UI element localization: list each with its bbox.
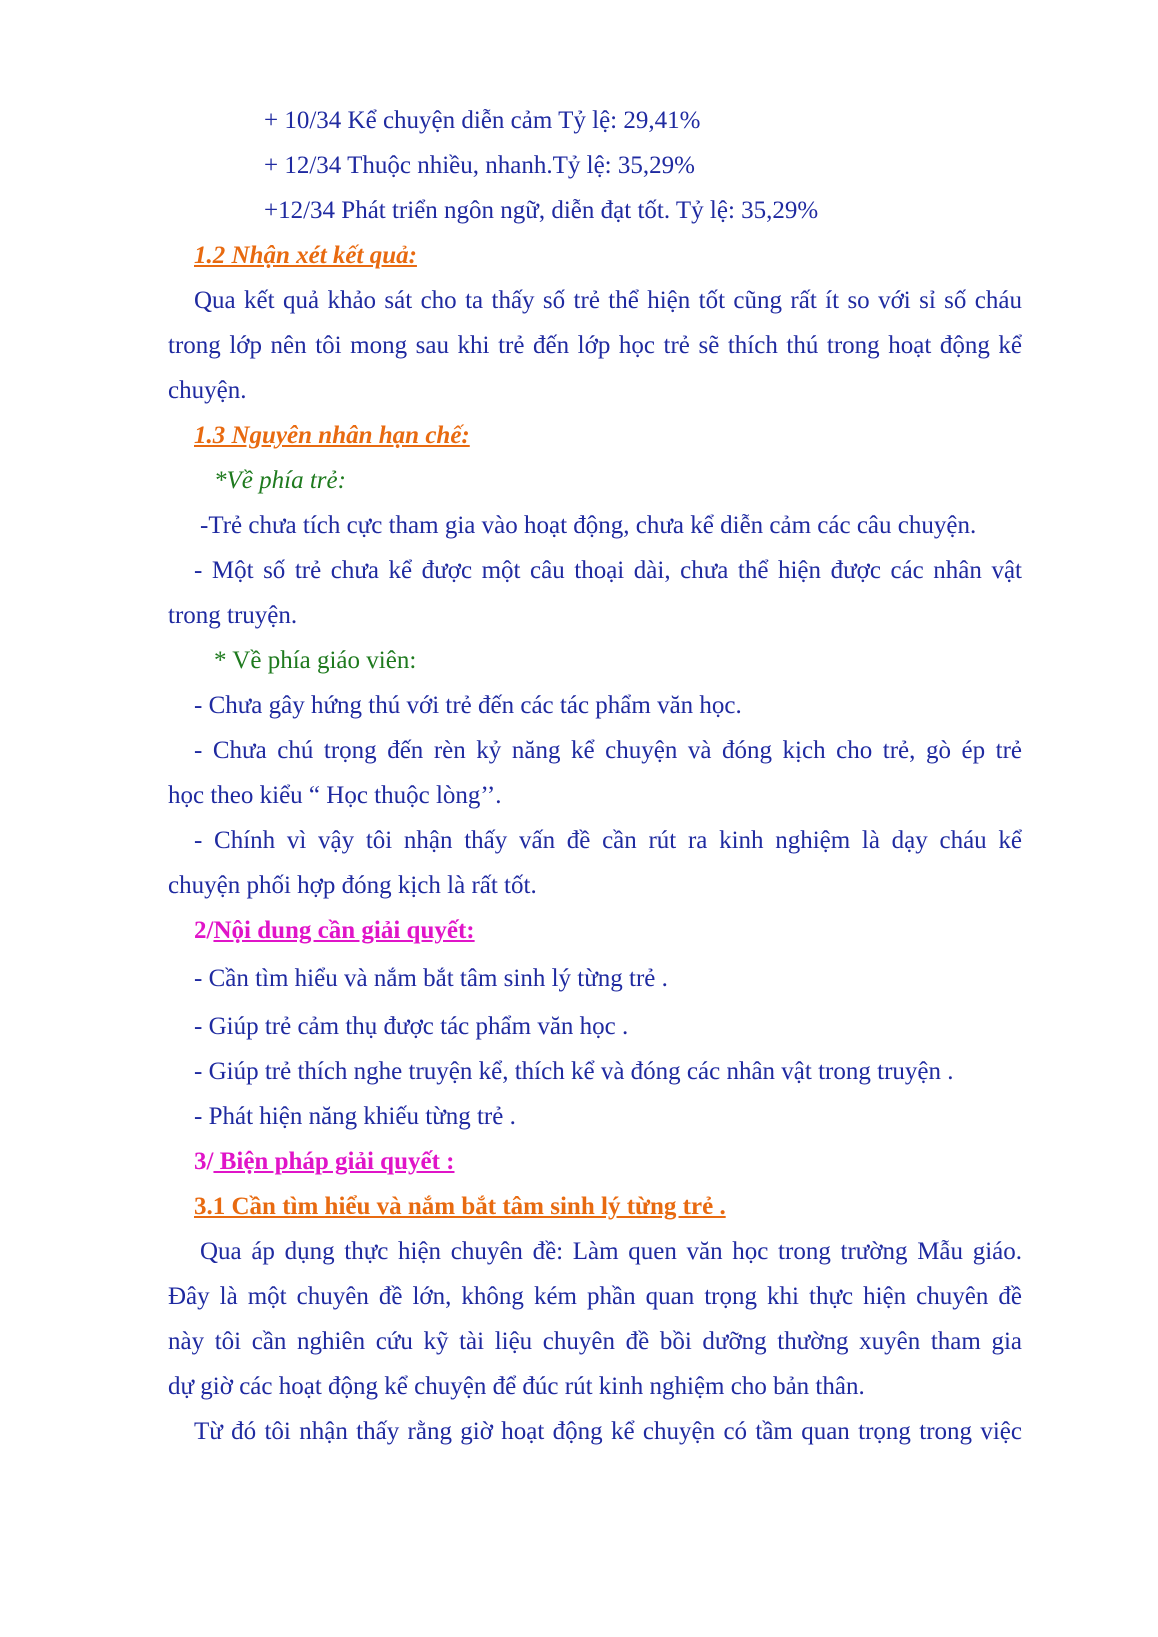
- paragraph-line: Từ đó tôi nhận thấy rằng giờ hoạt động kể chuyện có tầm quan trọng trong việc: [194, 1418, 1022, 1445]
- paragraph-line: Qua kết quả khảo sát cho ta thấy số trẻ thể hiện tốt cũng rất ít so với sỉ số cháu: [194, 287, 1022, 314]
- child-side-label: *Về phía trẻ:: [214, 467, 346, 494]
- paragraph-line: -Trẻ chưa tích cực tham gia vào hoạt động, chưa kể diễn cảm các câu chuyện.: [200, 512, 977, 539]
- paragraph-line: - Một số trẻ chưa kể được một câu thoại dài, chưa thể hiện được các nhân vật: [194, 557, 1022, 584]
- teacher-side-label: * Về phía giáo viên:: [214, 647, 417, 674]
- stat-line: + 10/34 Kể chuyện diễn cảm Tỷ lệ: 29,41%: [264, 107, 701, 134]
- section-number: 3/: [194, 1148, 214, 1175]
- list-item: - Giúp trẻ cảm thụ được tác phẩm văn học .: [194, 1013, 629, 1040]
- paragraph-line: trong lớp nên tôi mong sau khi trẻ đến lớp học trẻ sẽ thích thú trong hoạt động kể: [168, 332, 1022, 359]
- list-item: - Cần tìm hiểu và nắm bắt tâm sinh lý từng trẻ .: [194, 965, 668, 992]
- list-item: - Phát hiện năng khiếu từng trẻ .: [194, 1103, 516, 1130]
- paragraph-line: trong truyện.: [168, 602, 298, 629]
- paragraph-line: chuyện.: [168, 377, 247, 404]
- paragraph-line: - Chưa gây hứng thú với trẻ đến các tác phẩm văn học.: [194, 692, 742, 719]
- section-number: 2/: [194, 917, 214, 944]
- paragraph-line: Qua áp dụng thực hiện chuyên đề: Làm quen văn học trong trường Mẫu giáo.: [200, 1238, 1022, 1265]
- paragraph-line: này tôi cần nghiên cứu kỹ tài liệu chuyên đề bồi dưỡng thường xuyên tham gia: [168, 1328, 1022, 1355]
- section-title: Biện pháp giải quyết :: [213, 1148, 455, 1175]
- list-item: - Giúp trẻ thích nghe truyện kể, thích kể và đóng các nhân vật trong truyện .: [194, 1058, 954, 1085]
- stat-line: +12/34 Phát triển ngôn ngữ, diễn đạt tốt. Tỷ lệ: 35,29%: [264, 197, 819, 224]
- sub-heading-3-1: 3.1 Cần tìm hiểu và nắm bắt tâm sinh lý từng trẻ .: [194, 1193, 726, 1220]
- paragraph-line: - Chính vì vậy tôi nhận thấy vấn đề cần rút ra kinh nghiệm là dạy cháu kể: [194, 827, 1022, 854]
- section-title: Nội dung cần giải quyết:: [213, 917, 475, 944]
- section-heading-1-3: 1.3 Nguyên nhân hạn chế:: [194, 422, 470, 449]
- stat-line: + 12/34 Thuộc nhiều, nhanh.Tỷ lệ: 35,29%: [264, 152, 695, 179]
- section-heading-1-2: 1.2 Nhận xét kết quả:: [194, 242, 417, 269]
- paragraph-line: học theo kiểu “ Học thuộc lòng’’.: [168, 782, 502, 809]
- section-heading-2: [194, 916, 475, 946]
- paragraph-line: - Chưa chú trọng đến rèn kỷ năng kể chuyện và đóng kịch cho trẻ, gò ép trẻ: [194, 737, 1022, 764]
- paragraph-line: Đây là một chuyên đề lớn, không kém phần quan trọng khi thực hiện chuyên đề: [168, 1283, 1022, 1310]
- paragraph-line: dự giờ các hoạt động kể chuyện để đúc rút kinh nghiệm cho bản thân.: [168, 1373, 865, 1400]
- paragraph-line: chuyện phối hợp đóng kịch là rất tốt.: [168, 872, 537, 899]
- section-heading-3: [194, 1147, 454, 1177]
